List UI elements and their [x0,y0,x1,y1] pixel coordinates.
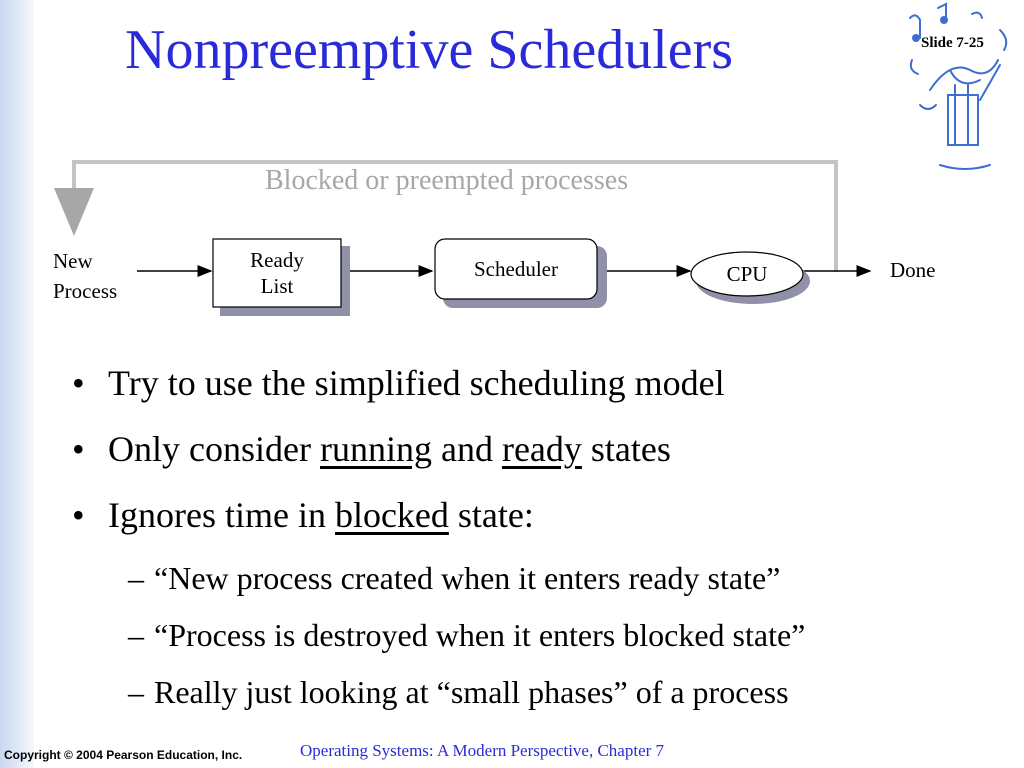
bullet-item-simplified-model [72,360,1012,426]
sub-bullet-text: Really just looking at “small phases” of a process [154,674,789,710]
bullet-item-blocked [72,492,1012,558]
book-reference: Operating Systems: A Modern Perspective, Chapter 7 [300,741,665,760]
scheduler-label: Scheduler [474,257,558,281]
bullet-marker: • [72,429,85,469]
dash-marker: – [128,560,144,596]
bullet-marker: • [72,495,85,535]
bullet-marker: • [72,363,85,403]
underlined-ready: ready [501,429,582,469]
dash-marker: – [128,617,144,653]
ready-list-line1: Ready [250,248,304,272]
new-process-line2: Process [53,279,118,303]
bullet-text: Ignores time in blocked state: [108,495,534,535]
done-label: Done [890,258,936,282]
copyright-notice: Copyright © 2004 Pearson Education, Inc. [4,748,243,762]
bullet-item-states [72,426,1012,492]
sub-bullet-destroyed [72,615,1012,672]
ready-list-label [213,239,341,307]
slide-number: Slide 7-25 [921,35,984,51]
ready-list-line2: List [260,274,294,298]
bullet-text: Only consider running and ready states [108,429,671,469]
sub-bullet-text: “New process created when it enters ready state” [154,560,781,596]
bullet-text: Try to use the simplified scheduling model [108,363,725,403]
slide-title: Nonpreemptive Schedulers [125,19,734,81]
sub-bullet-new-process [72,558,1012,615]
underlined-blocked: blocked [334,495,449,535]
dash-marker: – [128,674,144,710]
new-process-label [53,246,117,306]
underlined-running: running [319,429,432,469]
new-process-line1: New [53,249,93,273]
sub-bullet-small-phases [72,672,1012,729]
cpu-label: CPU [726,262,768,286]
feedback-label: Blocked or preempted processes [265,165,629,196]
sub-bullet-text: “Process is destroyed when it enters blocked state” [154,617,806,653]
bullet-list [72,360,1012,729]
